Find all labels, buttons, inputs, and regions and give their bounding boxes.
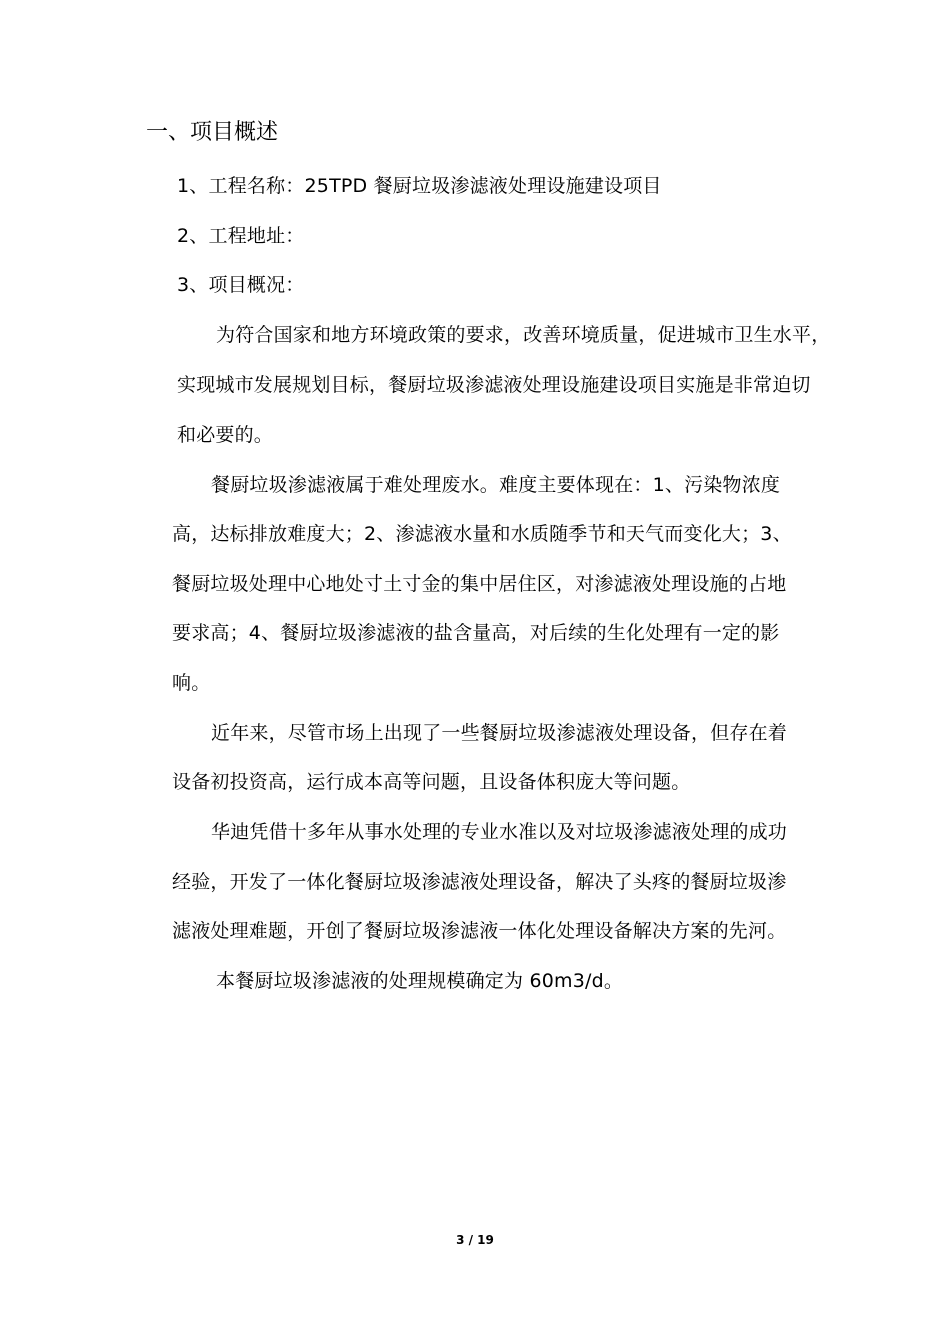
paragraph-1-line-1: 为符合国家和地方环境政策的要求，改善环境质量，促进城市卫生水平， <box>216 324 831 346</box>
paragraph-2-line-1: 餐厨垃圾渗滤液属于难处理废水。难度主要体现在：1、污染物浓度 <box>211 474 781 496</box>
item-project-overview: 3、项目概况： <box>177 274 305 296</box>
paragraph-4-line-1: 华迪凭借十多年从事水处理的专业水准以及对垃圾渗滤液处理的成功 <box>211 821 788 843</box>
paragraph-2-line-5: 响。 <box>172 672 211 694</box>
paragraph-5-line-1: 本餐厨垃圾渗滤液的处理规模确定为 60m3/d。 <box>216 970 624 992</box>
paragraph-1-line-3: 和必要的。 <box>177 424 274 446</box>
paragraph-2-line-4: 要求高；4、餐厨垃圾渗滤液的盐含量高，对后续的生化处理有一定的影 <box>172 622 780 644</box>
paragraph-3-line-2: 设备初投资高，运行成本高等问题，且设备体积庞大等问题。 <box>172 771 691 793</box>
page-number: 3 / 19 <box>456 1233 494 1247</box>
paragraph-3-line-1: 近年来，尽管市场上出现了一些餐厨垃圾渗滤液处理设备，但存在着 <box>211 722 788 744</box>
item-project-name: 1、工程名称：25TPD 餐厨垃圾渗滤液处理设施建设项目 <box>177 175 662 197</box>
item-project-address: 2、工程地址： <box>177 225 305 247</box>
paragraph-4-line-3: 滤液处理难题，开创了餐厨垃圾渗滤液一体化处理设备解决方案的先河。 <box>172 920 787 942</box>
paragraph-4-line-2: 经验，开发了一体化餐厨垃圾渗滤液处理设备，解决了头疼的餐厨垃圾渗 <box>172 871 787 893</box>
paragraph-2-line-3: 餐厨垃圾处理中心地处寸土寸金的集中居住区，对渗滤液处理设施的占地 <box>172 573 787 595</box>
paragraph-1-line-2: 实现城市发展规划目标，餐厨垃圾渗滤液处理设施建设项目实施是非常迫切 <box>177 374 811 396</box>
paragraph-2-line-2: 高，达标排放难度大；2、渗滤液水量和水质随季节和天气而变化大；3、 <box>172 523 792 545</box>
section-heading: 一、项目概述 <box>146 120 279 145</box>
